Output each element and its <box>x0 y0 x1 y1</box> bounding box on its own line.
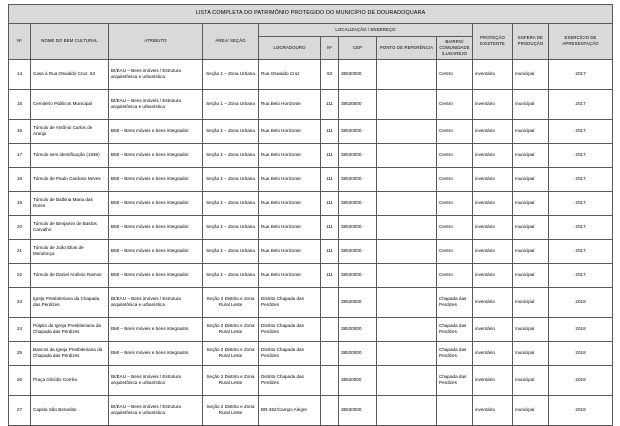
heritage-list-table <box>8 4 613 426</box>
cell-cep: 38530000 <box>339 263 377 287</box>
cell-ponto <box>377 341 437 365</box>
cell-bairro <box>437 395 473 425</box>
cell-area: Seção 1 – Zona Urbana <box>203 167 259 191</box>
cell-atributo: BI/EAU – Bens imóveis / Estrutura arquitetônica e urbanística <box>109 287 203 317</box>
table-body <box>9 59 613 425</box>
column-header-numero-endereco: Nº <box>321 37 339 60</box>
table-row <box>9 167 613 191</box>
column-header-area: ÁREA/ SEÇÃO <box>203 24 259 60</box>
cell-esfera: municipal <box>513 239 549 263</box>
cell-exercicio: 2017 <box>549 89 613 119</box>
cell-ponto <box>377 263 437 287</box>
cell-bairro: Chapada das Perdizes <box>437 365 473 395</box>
cell-logradouro: Distrito Chapada das Perdizes <box>259 317 321 341</box>
cell-numero: 19 <box>9 191 31 215</box>
column-header-exercicio: EXERCÍCIO DE APRESENTAÇÃO <box>549 24 613 60</box>
cell-exercicio: 2017 <box>549 119 613 143</box>
cell-cep: 38530000 <box>339 239 377 263</box>
cell-numero-end <box>321 317 339 341</box>
cell-numero-end: 111 <box>321 119 339 143</box>
cell-numero-end: 111 <box>321 191 339 215</box>
cell-atributo: BMI – Bens móveis e bens integrados <box>109 341 203 365</box>
cell-numero-end: 111 <box>321 263 339 287</box>
cell-numero-end <box>321 341 339 365</box>
cell-numero: 24 <box>9 317 31 341</box>
cell-protecao: inventário <box>473 317 513 341</box>
cell-exercicio: 2017 <box>549 239 613 263</box>
cell-bairro: Chapada das Perdizes <box>437 317 473 341</box>
cell-logradouro: Rua Belo Horizonte <box>259 215 321 239</box>
cell-area: Seção 2 Distrito e Zona Rural Leste <box>203 287 259 317</box>
cell-nome: Túmulo de Benjamin de Bastos Carvalho <box>31 215 109 239</box>
cell-protecao: inventário <box>473 119 513 143</box>
cell-ponto <box>377 119 437 143</box>
cell-bairro: Centro <box>437 89 473 119</box>
cell-atributo: BMI – Bens móveis e bens integrados <box>109 263 203 287</box>
cell-numero-end: 111 <box>321 89 339 119</box>
header-group-row <box>9 24 613 37</box>
cell-atributo: BMI – Bens móveis e bens integrados <box>109 167 203 191</box>
column-header-protecao: PROTEÇÃO EXISTENTE <box>473 24 513 60</box>
cell-cep: 38530000 <box>339 287 377 317</box>
cell-area: Seção 1 – Zona Urbana <box>203 89 259 119</box>
cell-esfera: municipal <box>513 317 549 341</box>
cell-ponto <box>377 59 437 89</box>
cell-cep: 38530000 <box>339 395 377 425</box>
cell-atributo: BMI – Bens móveis e bens integrados <box>109 239 203 263</box>
cell-numero: 25 <box>9 341 31 365</box>
cell-bairro: Chapada das Perdizes <box>437 287 473 317</box>
cell-ponto <box>377 89 437 119</box>
table-row <box>9 317 613 341</box>
cell-esfera: municipal <box>513 167 549 191</box>
cell-logradouro: Rua Belo Horizonte <box>259 191 321 215</box>
table-row <box>9 263 613 287</box>
cell-numero-end: 63 <box>321 59 339 89</box>
cell-nome: Bancos da Igreja Presbiteriana da Chapada das Perdizes <box>31 341 109 365</box>
column-header-cep: CEP <box>339 37 377 60</box>
cell-numero-end <box>321 365 339 395</box>
cell-atributo: BI/EAU – Bens imóveis / Estrutura arquitetônica e urbanística <box>109 59 203 89</box>
column-header-group-localizacao: LOCALIZAÇÃO / ENDEREÇO <box>259 24 473 37</box>
cell-cep: 38530000 <box>339 89 377 119</box>
cell-numero: 15 <box>9 89 31 119</box>
cell-nome: Praça Glicídio Corrêa <box>31 365 109 395</box>
cell-protecao: inventário <box>473 365 513 395</box>
column-header-atributo: ATRIBUTO <box>109 24 203 60</box>
cell-area: Seção 1 – Zona Urbana <box>203 143 259 167</box>
cell-logradouro: Rua Belo Horizonte <box>259 167 321 191</box>
cell-exercicio: 2017 <box>549 143 613 167</box>
cell-nome: Túmulo de João Elias de Mendonça <box>31 239 109 263</box>
cell-numero-end <box>321 287 339 317</box>
cell-area: Seção 1 – Zona Urbana <box>203 263 259 287</box>
cell-cep: 38530000 <box>339 143 377 167</box>
cell-bairro: Centro <box>437 119 473 143</box>
cell-numero: 17 <box>9 143 31 167</box>
cell-protecao: inventário <box>473 143 513 167</box>
cell-atributo: BMI – Bens móveis e bens integrados <box>109 191 203 215</box>
table-row <box>9 191 613 215</box>
cell-protecao: inventário <box>473 59 513 89</box>
cell-area: Seção 2 Distrito e Zona Rural Leste <box>203 341 259 365</box>
cell-numero: 22 <box>9 263 31 287</box>
cell-esfera: municipal <box>513 59 549 89</box>
cell-protecao: inventário <box>473 215 513 239</box>
cell-exercicio: 2018 <box>549 365 613 395</box>
cell-ponto <box>377 287 437 317</box>
cell-exercicio: 2017 <box>549 167 613 191</box>
cell-esfera: municipal <box>513 119 549 143</box>
cell-cep: 38530000 <box>339 341 377 365</box>
cell-esfera: municipal <box>513 263 549 287</box>
cell-nome: Túmulo sem identificação (1936) <box>31 143 109 167</box>
page-title: LISTA COMPLETA DO PATRIMÔNIO PROTEGIDO DO MUNICÍPIO DE DOURADOQUARA <box>9 5 613 24</box>
cell-esfera: municipal <box>513 191 549 215</box>
cell-ponto <box>377 191 437 215</box>
cell-area: Seção 1 – Zona Urbana <box>203 191 259 215</box>
cell-ponto <box>377 317 437 341</box>
column-header-bairro: BAIRRO/ COMUNIDADE /LUGAREJO <box>437 37 473 60</box>
cell-numero: 21 <box>9 239 31 263</box>
cell-nome: Túmulo de Balbina Maria das Dores <box>31 191 109 215</box>
cell-atributo: BI/EAU – Bens imóveis / Estrutura arquitetônica e urbanística <box>109 365 203 395</box>
cell-logradouro: Rua Belo Horizonte <box>259 89 321 119</box>
cell-numero: 26 <box>9 365 31 395</box>
cell-numero-end: 111 <box>321 215 339 239</box>
cell-protecao: inventário <box>473 263 513 287</box>
cell-nome: Casa á Rua Oswaldo Cruz, 63 <box>31 59 109 89</box>
cell-protecao: inventário <box>473 341 513 365</box>
cell-logradouro: Distrito Chapada das Perdizes <box>259 287 321 317</box>
cell-esfera: municipal <box>513 395 549 425</box>
cell-bairro: Centro <box>437 239 473 263</box>
cell-logradouro: Rua Belo Horizonte <box>259 143 321 167</box>
table-row <box>9 119 613 143</box>
cell-exercicio: 2017 <box>549 59 613 89</box>
cell-ponto <box>377 239 437 263</box>
cell-esfera: municipal <box>513 341 549 365</box>
cell-cep: 38530000 <box>339 59 377 89</box>
cell-numero-end <box>321 395 339 425</box>
cell-exercicio: 2018 <box>549 317 613 341</box>
cell-area: Seção 1 – Zona Urbana <box>203 59 259 89</box>
cell-numero: 20 <box>9 215 31 239</box>
cell-exercicio: 2017 <box>549 263 613 287</box>
cell-logradouro: Rua Belo Horizonte <box>259 263 321 287</box>
cell-ponto <box>377 143 437 167</box>
column-header-numero: Nº <box>9 24 31 60</box>
cell-bairro: Chapada das Perdizes <box>437 341 473 365</box>
cell-ponto <box>377 365 437 395</box>
table-row <box>9 365 613 395</box>
cell-bairro: Centro <box>437 143 473 167</box>
cell-cep: 38530000 <box>339 167 377 191</box>
cell-bairro: Centro <box>437 191 473 215</box>
cell-ponto <box>377 215 437 239</box>
cell-ponto <box>377 395 437 425</box>
cell-exercicio: 2018 <box>549 287 613 317</box>
cell-nome: Túmulo de Paulo Cardoso Neves <box>31 167 109 191</box>
cell-numero: 27 <box>9 395 31 425</box>
title-row <box>9 5 613 24</box>
table-row <box>9 143 613 167</box>
cell-protecao: inventário <box>473 89 513 119</box>
cell-bairro: Centro <box>437 215 473 239</box>
cell-nome: Púlpito da Igreja Presbiteriana da Chapada das Perdizes <box>31 317 109 341</box>
cell-atributo: BMI – Bens móveis e bens integrados <box>109 143 203 167</box>
cell-logradouro: Distrito Chapada das Perdizes <box>259 341 321 365</box>
cell-area: Seção 2 Distrito e Zona Rural Leste <box>203 365 259 395</box>
cell-logradouro: Distrito Chapada das Perdizes <box>259 365 321 395</box>
cell-cep: 38530000 <box>339 365 377 395</box>
cell-logradouro: Rua Belo Horizonte <box>259 239 321 263</box>
cell-protecao: inventário <box>473 239 513 263</box>
cell-nome: Túmulo de Daniel Antônio Ramos <box>31 263 109 287</box>
column-header-logradouro: LOGRADOURO <box>259 37 321 60</box>
table-row <box>9 89 613 119</box>
cell-exercicio: 2018 <box>549 341 613 365</box>
cell-numero: 18 <box>9 167 31 191</box>
cell-cep: 38530000 <box>339 119 377 143</box>
cell-numero-end: 111 <box>321 167 339 191</box>
table-header <box>9 5 613 60</box>
cell-logradouro: BR-352/Campo Alegre <box>259 395 321 425</box>
cell-esfera: municipal <box>513 143 549 167</box>
cell-exercicio: 2017 <box>549 215 613 239</box>
cell-numero-end: 111 <box>321 143 339 167</box>
cell-atributo: BMI – Bens móveis e bens integrados <box>109 215 203 239</box>
cell-protecao: inventário <box>473 395 513 425</box>
cell-numero: 14 <box>9 59 31 89</box>
column-header-nome: NOME DO BEM CULTURAL <box>31 24 109 60</box>
cell-exercicio: 2018 <box>549 395 613 425</box>
column-header-esfera: ESFERA DE PRODUÇÃO <box>513 24 549 60</box>
cell-logradouro: Rua Belo Horizonte <box>259 119 321 143</box>
cell-esfera: municipal <box>513 89 549 119</box>
cell-numero-end: 111 <box>321 239 339 263</box>
table-row <box>9 59 613 89</box>
cell-numero: 16 <box>9 119 31 143</box>
cell-area: Seção 1 – Zona Urbana <box>203 215 259 239</box>
cell-bairro: Centro <box>437 59 473 89</box>
cell-area: Seção 2 Distrito e Zona Rural Leste <box>203 317 259 341</box>
cell-bairro: Centro <box>437 263 473 287</box>
cell-cep: 38530000 <box>339 191 377 215</box>
cell-bairro: Centro <box>437 167 473 191</box>
cell-atributo: BMI – Bens móveis e bens integrados <box>109 119 203 143</box>
cell-protecao: inventário <box>473 167 513 191</box>
cell-atributo: BMI – Bens móveis e bens integrados <box>109 317 203 341</box>
cell-cep: 38530000 <box>339 215 377 239</box>
cell-atributo: BI/EAU – Bens imóveis / Estrutura arquitetônica e urbanística <box>109 89 203 119</box>
cell-area: Seção 1 – Zona Urbana <box>203 239 259 263</box>
table-row <box>9 341 613 365</box>
cell-numero: 23 <box>9 287 31 317</box>
cell-exercicio: 2017 <box>549 191 613 215</box>
cell-esfera: municipal <box>513 365 549 395</box>
cell-atributo: BI/EAU – Bens imóveis / Estrutura arquitetônica e urbanística <box>109 395 203 425</box>
table-row <box>9 287 613 317</box>
cell-area: Seção 2 Distrito e Zona Rural Leste <box>203 395 259 425</box>
cell-cep: 38530000 <box>339 317 377 341</box>
cell-protecao: inventário <box>473 191 513 215</box>
cell-nome: Igreja Presbiteriana da Chapada das Perdizes <box>31 287 109 317</box>
cell-nome: Cemitério Públicos Municipal <box>31 89 109 119</box>
cell-esfera: municipal <box>513 215 549 239</box>
cell-nome: Capela São Benedito <box>31 395 109 425</box>
cell-esfera: municipal <box>513 287 549 317</box>
cell-area: Seção 1 – Zona Urbana <box>203 119 259 143</box>
table-row <box>9 215 613 239</box>
table-row <box>9 395 613 425</box>
cell-protecao: inventário <box>473 287 513 317</box>
cell-ponto <box>377 167 437 191</box>
cell-logradouro: Rua Oswaldo Cruz <box>259 59 321 89</box>
cell-nome: Túmulo de Antônio Carlos de Araújo <box>31 119 109 143</box>
column-header-ponto-referencia: PONTO DE REFERÊNCIA <box>377 37 437 60</box>
table-row <box>9 239 613 263</box>
